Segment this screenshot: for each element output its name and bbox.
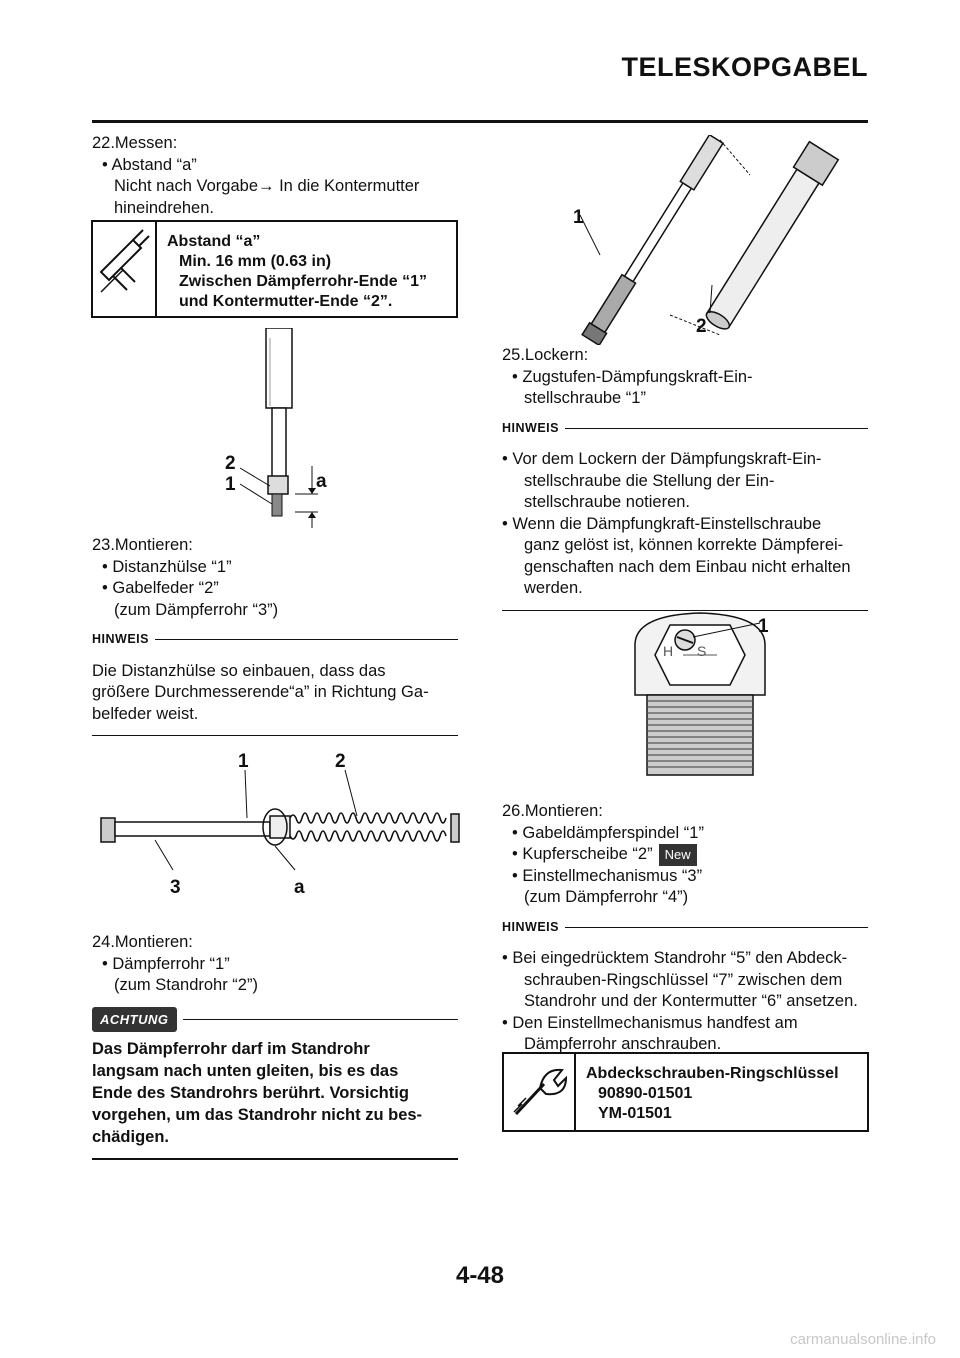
- spec-line: und Kontermutter-Ende “2”.: [179, 293, 393, 310]
- step-title: 22.Messen:: [92, 134, 178, 152]
- note-line: • Vor dem Lockern der Dämpfungskraft-Ein-: [502, 450, 822, 468]
- note-end-rule: [92, 735, 458, 736]
- bullet: • Zugstufen-Dämpfungskraft-Ein-: [512, 367, 753, 386]
- spec-line: Zwischen Dämpferrohr-Ende “1”: [179, 273, 428, 290]
- label-h: H: [663, 643, 674, 659]
- bullet: • Gabeldämpferspindel “1”: [512, 823, 704, 842]
- caliper-icon: [93, 222, 157, 316]
- spring-assembly-figure: [95, 770, 465, 880]
- bullet: • Gabelfeder “2”: [102, 579, 219, 597]
- step-26: [502, 801, 868, 1056]
- label-2: 2: [335, 751, 346, 772]
- damper-rod-end-figure: [200, 328, 340, 528]
- step-title: 23.Montieren:: [92, 536, 193, 554]
- spec-title: Abstand “a”: [167, 233, 261, 250]
- header-rule: [92, 120, 868, 123]
- note-line: • Den Einstellmechanismus handfest am: [502, 1013, 798, 1032]
- note-line: Standrohr und der Kontermutter “6” ansetzen.: [524, 992, 858, 1011]
- warning-line: chädigen.: [92, 1128, 170, 1146]
- text-line: hineindrehen.: [114, 198, 214, 217]
- label-1: 1: [758, 616, 769, 637]
- note-line: stellschraube die Stellung der Ein-: [524, 471, 775, 490]
- step-23: [92, 535, 458, 736]
- step-title: 24.Montieren:: [92, 933, 193, 951]
- note-line: genschaften nach dem Einbau nicht erhalten: [524, 557, 851, 576]
- hinweis-header: HINWEIS: [92, 629, 458, 651]
- note-line: stellschraube notieren.: [524, 493, 691, 511]
- text-line: (zum Dämpferrohr “4”): [524, 888, 689, 907]
- note-line: größere Durchmesserende“a” in Richtung Ga-: [92, 683, 429, 701]
- step-25: [502, 345, 868, 611]
- text-line: (zum Dämpferrohr “3”): [114, 600, 279, 619]
- bullet: • Einstellmechanismus “3”: [512, 866, 703, 885]
- bullet: • Kupferscheibe “2” New: [502, 844, 868, 866]
- text-line: stellschraube “1”: [524, 389, 646, 407]
- warning-line: Das Dämpferrohr darf im Standrohr: [92, 1040, 370, 1058]
- achtung-badge: ACHTUNG: [92, 1007, 177, 1033]
- page-number: 4-48: [455, 1262, 505, 1289]
- step-22: [92, 133, 458, 219]
- label-s: S: [697, 643, 707, 659]
- label-2: 2: [225, 453, 236, 474]
- note-line: ganz gelöst ist, können korrekte Dämpferei-: [524, 536, 844, 554]
- note-line: • Wenn die Dämpfungkraft-Einstellschraube: [502, 514, 822, 533]
- tool-title: Abdeckschrauben-Ringschlüssel: [586, 1065, 839, 1082]
- label-1: 1: [573, 207, 584, 228]
- note-line: Die Distanzhülse so einbauen, dass das: [92, 661, 386, 680]
- warning-line: vorgehen, um das Standrohr nicht zu bes-: [92, 1106, 423, 1124]
- warning-line: Ende des Standrohrs berührt. Vorsichtig: [92, 1084, 409, 1102]
- note-line: belfeder weist.: [92, 704, 199, 723]
- label-a: a: [316, 471, 327, 492]
- step-24: [92, 932, 458, 1160]
- hinweis-header: HINWEIS: [502, 917, 868, 939]
- text-line: Nicht nach Vorgabe→ In die Kontermutter: [114, 177, 420, 195]
- spec-line: Min. 16 mm (0.63 in): [179, 253, 332, 270]
- tool-number: YM-01501: [598, 1105, 672, 1122]
- tool-box: [502, 1052, 869, 1132]
- bullet: • Dämpferrohr “1”: [102, 954, 230, 973]
- new-badge: New: [659, 844, 697, 866]
- text-line: (zum Standrohr “2”): [114, 976, 258, 994]
- bullet: • Abstand “a”: [102, 155, 197, 174]
- spring-coils: [290, 813, 446, 841]
- label-a: a: [294, 877, 305, 898]
- hinweis-header: HINWEIS: [502, 418, 868, 440]
- label-1: 1: [238, 751, 249, 772]
- damping-adjuster-figure: [625, 605, 775, 780]
- note-line: werden.: [524, 579, 583, 597]
- watermark: carmanualsonline.info: [790, 1331, 936, 1348]
- wrench-icon: [504, 1054, 576, 1130]
- label-1: 1: [225, 474, 236, 495]
- bullet: • Distanzhülse “1”: [102, 557, 232, 576]
- note-line: Dämpferrohr anschrauben.: [524, 1035, 722, 1054]
- achtung-header: [92, 1007, 458, 1033]
- tool-number: 90890-01501: [598, 1085, 693, 1102]
- warning-end-rule: [92, 1158, 458, 1160]
- step-title: 25.Lockern:: [502, 346, 589, 364]
- note-line: schrauben-Ringschlüssel “7” zwischen dem: [524, 970, 843, 989]
- step-title: 26.Montieren:: [502, 802, 603, 820]
- spec-box: [91, 220, 458, 318]
- warning-line: langsam nach unten gleiten, bis es das: [92, 1062, 399, 1080]
- label-2: 2: [696, 316, 707, 337]
- label-3: 3: [170, 877, 181, 898]
- note-line: • Bei eingedrücktem Standrohr “5” den Abdeck-: [502, 949, 848, 968]
- damper-rod-and-tube-figure: [520, 135, 865, 345]
- page-title: TELESKOPGABEL: [621, 52, 868, 82]
